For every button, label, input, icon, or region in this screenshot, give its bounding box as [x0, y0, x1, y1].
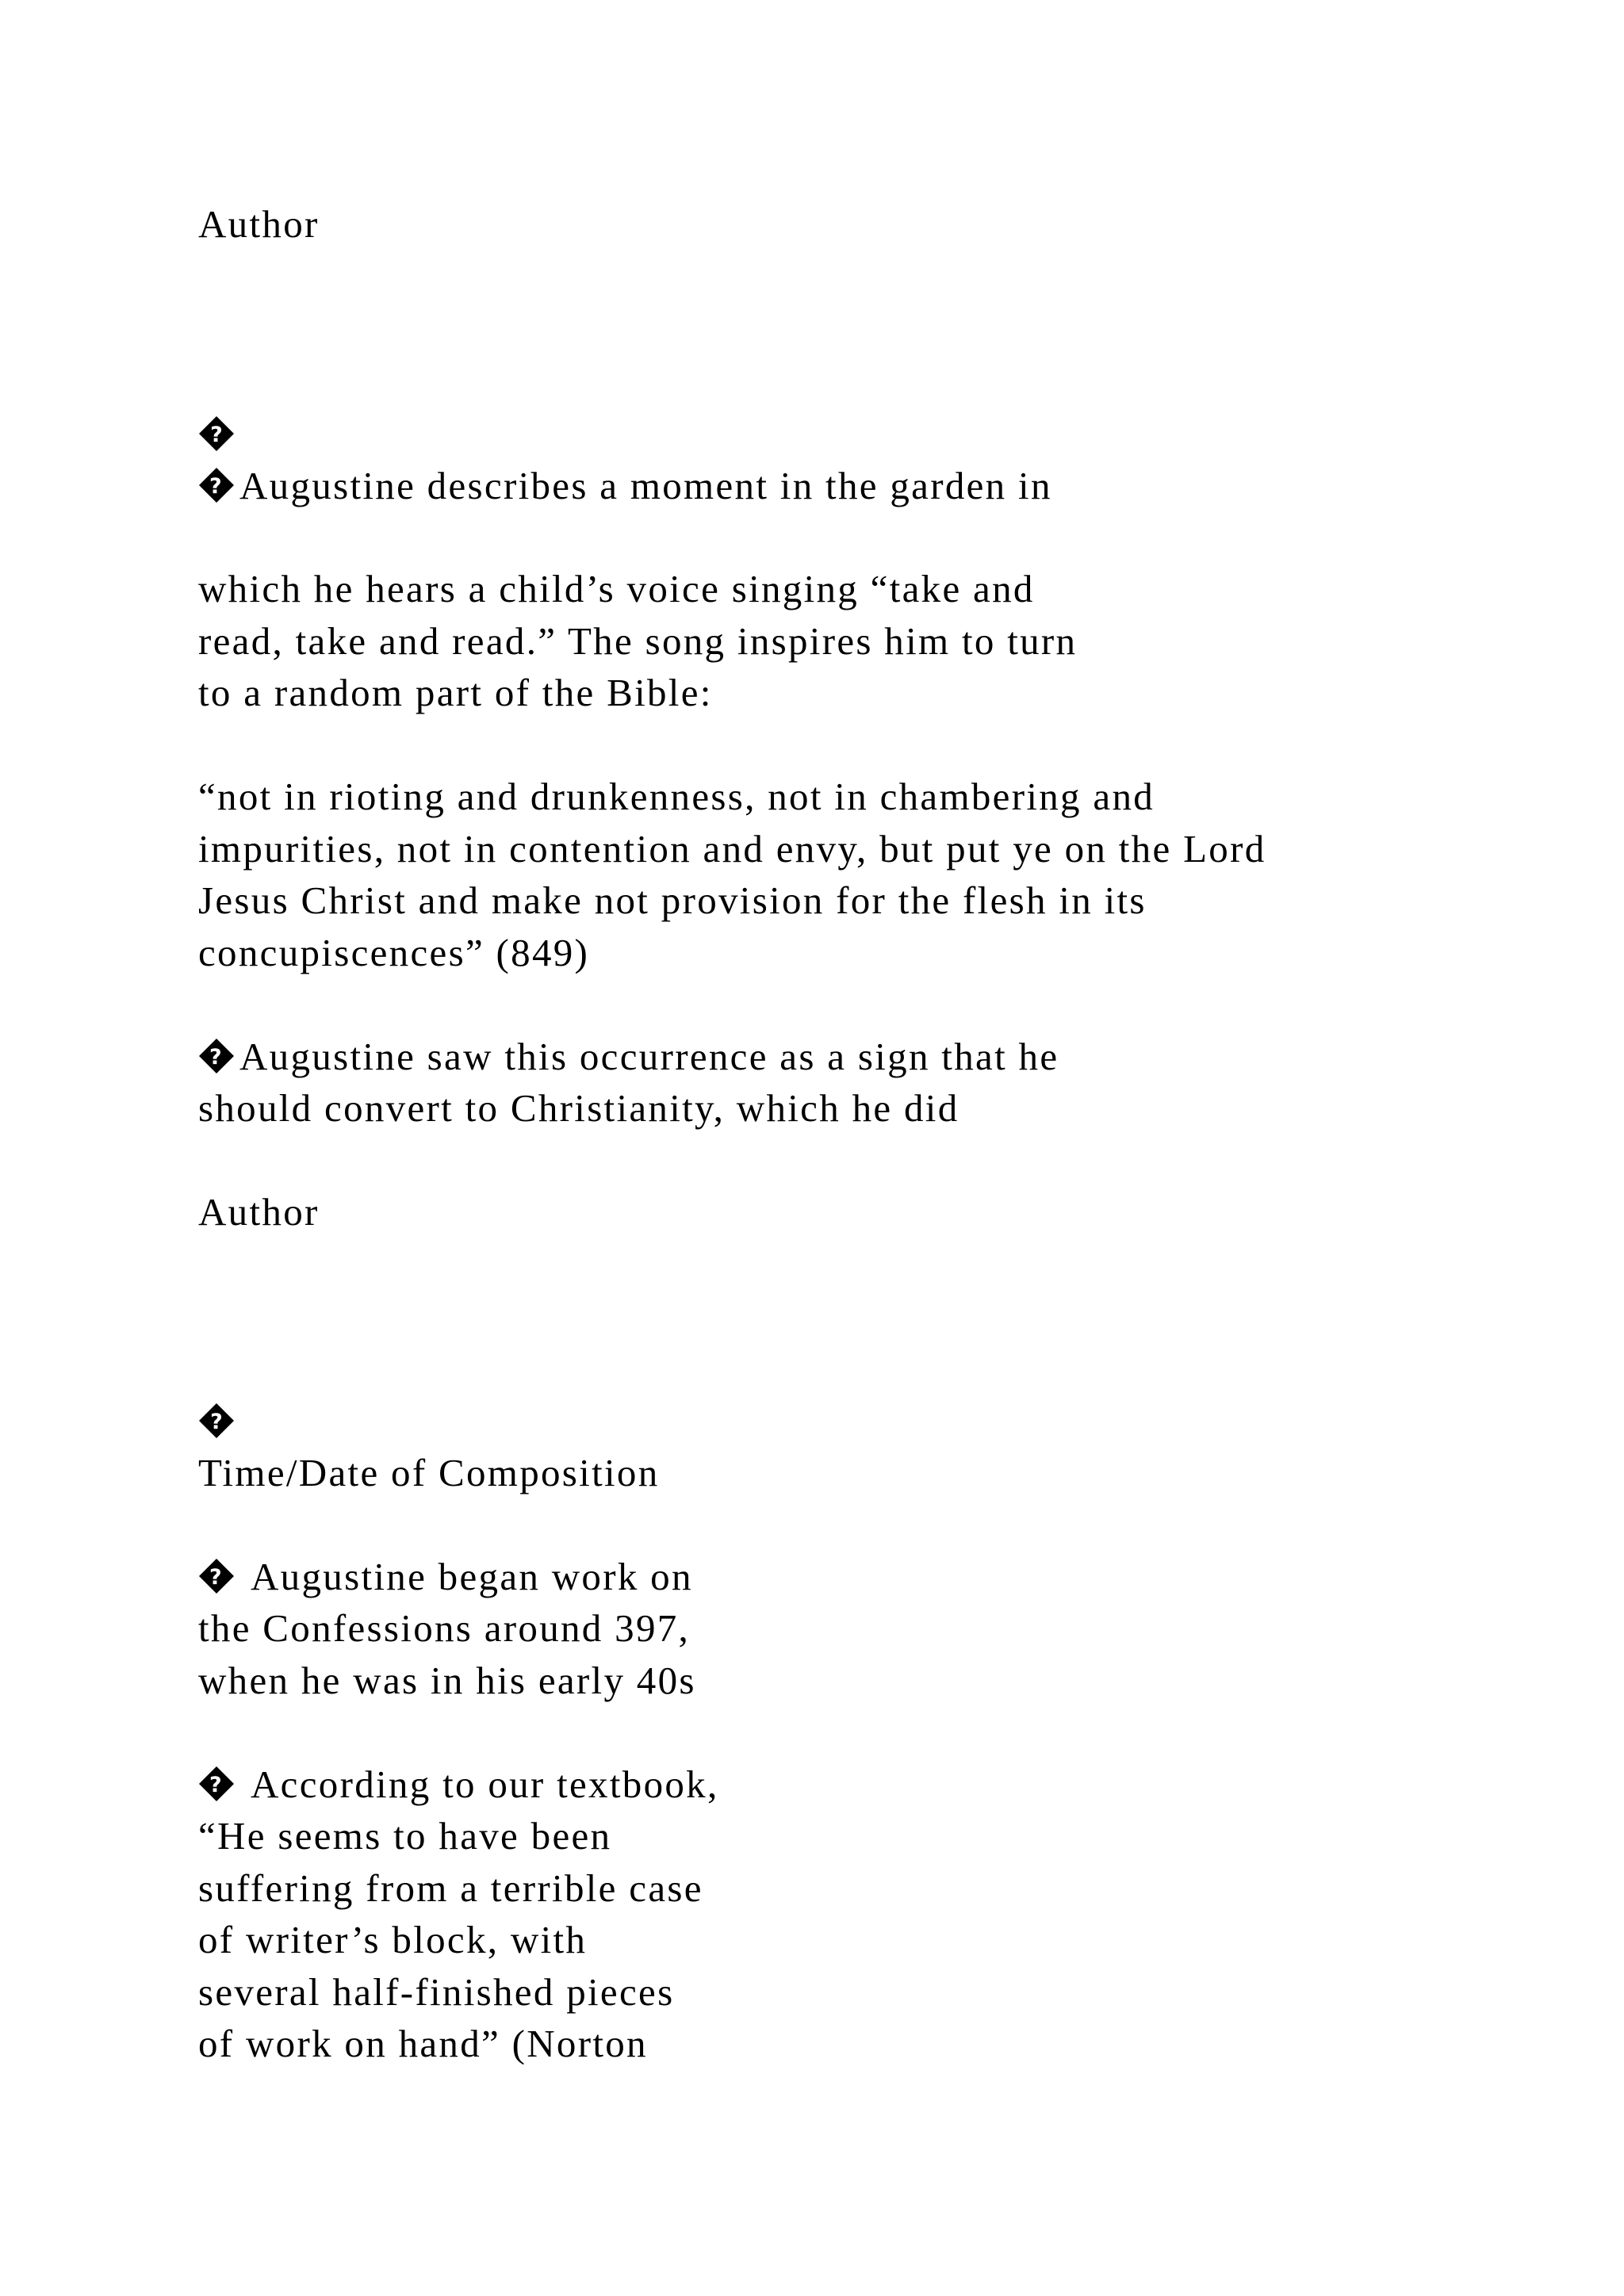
text-line: read, take and read.” The song inspires him to turn	[198, 619, 1078, 663]
text-line: to a random part of the Bible:	[198, 671, 713, 714]
replacement-character-icon	[198, 1038, 235, 1074]
replacement-character-icon	[198, 467, 235, 503]
svg-text:?: ?	[209, 474, 224, 499]
text-line: Augustine describes a moment in the garden in	[239, 464, 1052, 507]
quote-line: Jesus Christ and make not provision for the flesh in its	[198, 878, 1147, 922]
svg-text:?: ?	[209, 1045, 224, 1070]
bullet-line	[198, 466, 1052, 505]
text-line: the Confessions around 397,	[198, 1606, 691, 1650]
text-line: Augustine began work on	[251, 1555, 693, 1598]
text-line: According to our textbook,	[251, 1762, 719, 1806]
text-line: several half-finished pieces	[198, 1970, 675, 2014]
quote-line: “not in rioting and drunkenness, not in chambering and	[198, 775, 1155, 818]
text-line: should convert to Christianity, which he did	[198, 1086, 959, 1130]
quote-line: impurities, not in contention and envy, but put ye on the Lord	[198, 827, 1266, 871]
section-heading-author: Author	[198, 1190, 320, 1234]
text-line: which he hears a child’s voice singing “take and	[198, 567, 1035, 610]
quote-line: concupiscences” (849)	[198, 931, 590, 974]
replacement-character-icon	[198, 1766, 235, 1802]
replacement-character-icon	[198, 415, 235, 452]
text-line: of writer’s block, with	[198, 1918, 588, 1961]
section-heading-author: Author	[198, 202, 320, 246]
text-line: suffering from a terrible case	[198, 1866, 703, 1910]
section-heading-composition: Time/Date of Composition	[198, 1451, 660, 1494]
text-line: Augustine saw this occurrence as a sign that he	[239, 1035, 1059, 1078]
bullet-line	[198, 1037, 1059, 1076]
svg-text:?: ?	[209, 1565, 224, 1590]
bullet-line	[198, 1762, 719, 1806]
text-line: when he was in his early 40s	[198, 1659, 696, 1702]
replacement-character-icon	[198, 1402, 235, 1439]
text-line: of work on hand” (Norton	[198, 2022, 648, 2065]
svg-text:?: ?	[210, 423, 223, 447]
bullet-line	[198, 1557, 693, 1596]
replacement-character-icon	[198, 1558, 235, 1594]
text-line: “He seems to have been	[198, 1814, 612, 1858]
svg-text:?: ?	[209, 1773, 224, 1797]
svg-text:?: ?	[210, 1410, 223, 1434]
